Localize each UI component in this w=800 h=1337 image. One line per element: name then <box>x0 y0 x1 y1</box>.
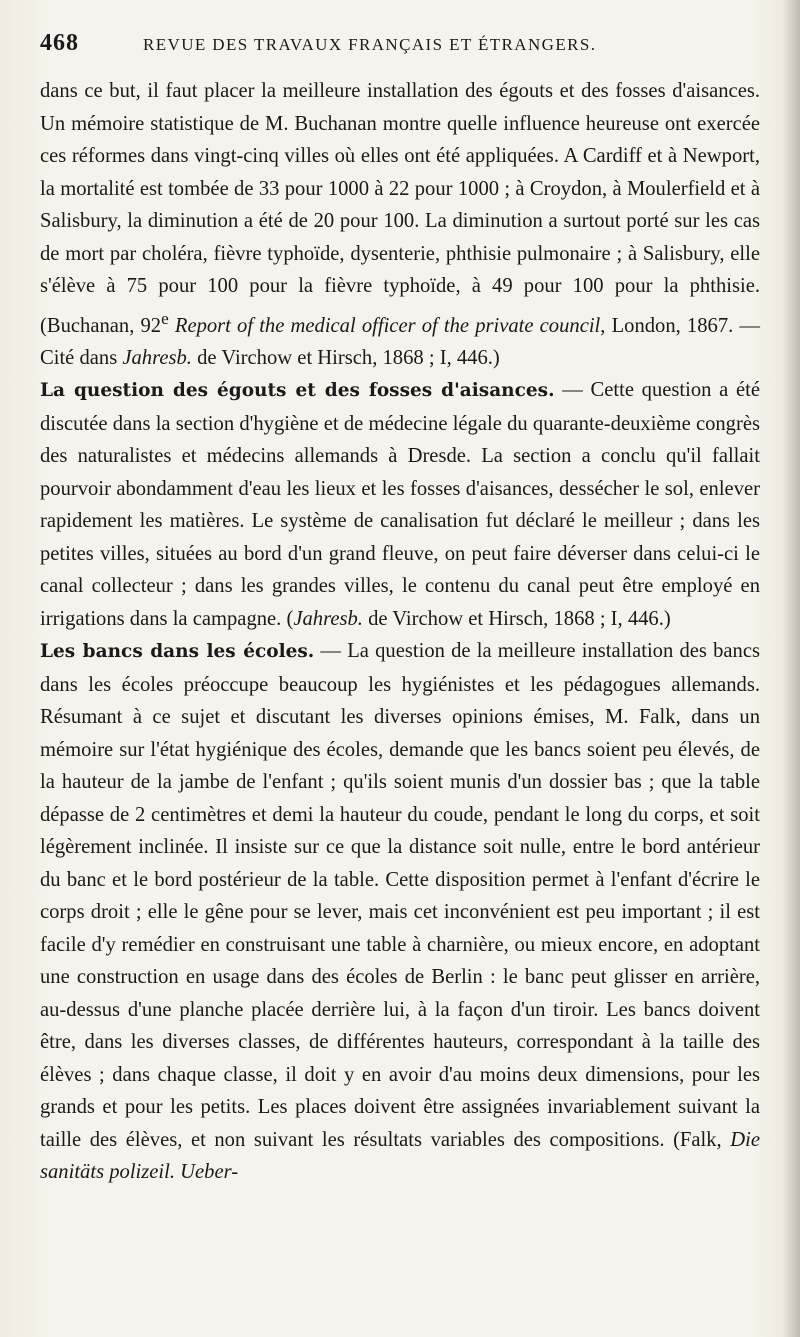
reference-title: Report of the medical officer of the private council <box>168 314 601 337</box>
page-number: 468 <box>40 30 79 56</box>
page-spine-shadow <box>782 0 800 1337</box>
paragraph-buchanan <box>40 75 760 374</box>
superscript: e <box>161 308 169 328</box>
paragraph-text: dans ce but, il faut placer la meilleure installation des égouts et des fosses d'aisances. Un mémoire statistique de M. Buchanan montre quelle influence heureuse ont exercée ces réformes dans vingt-cinq villes où elles ont été appliquées. A Cardiff et à Newport, la mortalité est tombée de 33 pour 1000 à 22 pour 1000 ; à Croydon, à Moulerfield et à Salisbury, la diminution a été de 20 pour 100. La diminution a surtout porté sur les cas de mort par choléra, fièvre typhoïde, dysenterie, phthisie pulmonaire ; à Salisbury, elle s'élève à 75 pour 100 pour la fièvre typhoïde, à 49 pour 100 pour la phthisie. (Buchanan, 92 <box>40 80 760 337</box>
paragraph-text: — La question de la meilleure installation des bancs dans les écoles préoccupe beaucoup les hygiénistes et les pédagogues allemands. Résumant à ce sujet et discutant les diverses opinions émises, M. Falk, dans un mémoire sur l'état hygiénique des écoles, demande que les bancs soient peu élevés, de la hauteur de la jambe de l'enfant ; qu'ils soient munis d'un dossier bas ; que la table dépasse de 2 centimètres et demi la hauteur du coude, pendant le long du corps, et soit légèrement inclinée. Il insiste sur ce que la distance soit nulle, entre le bord antérieur du banc et le bord postérieur de la table. Cette disposition permet à l'enfant d'écrire le corps droit ; elle le gêne pour se lever, mais cet inconvénient est peu important ; il est facile d'y remédier en construisant une table à charnière, ou mieux encore, en adoptant une construction en usage dans des écoles de Berlin : le banc peut glisser en arrière, au-dessus d'une planche placée derrière lui, à la façon d'un tiroir. Les bancs doivent être, dans les diverses classes, de différentes hauteurs, correspondant à la taille des élèves ; dans chaque classe, il doit y en avoir d'au moins deux dimensions, pour les grands et pour les petits. Les places doivent être assignées invariablement suivant la taille des élèves, et non suivant les résultats variables des compositions. (Falk, <box>40 640 760 1151</box>
paragraph-text: de Virchow et Hirsch, 1868 ; I, 446.) <box>362 607 671 630</box>
section-title: La question des égouts et des fosses d'aisances. <box>40 380 555 402</box>
paragraph-text: , London, 1867. — Cité dans <box>40 314 760 369</box>
reference-title: Jahresb. <box>293 607 363 630</box>
running-title: REVUE DES TRAVAUX FRANÇAIS ET ÉTRANGERS. <box>143 35 597 54</box>
paragraph-text: — Cette question a été discutée dans la section d'hygiène et de médecine légale du quarante-deuxième congrès des naturalistes et médecins allemands à Dresde. La section a conclu qu'il fallait pourvoir abondamment d'eau les lieux et les fosses d'aisances, dessécher le sol, enlever rapidement les matières. Le système de canalisation fut déclaré le meilleur ; dans les petites villes, situées au bord d'un grand fleuve, on peut faire déverser dans celui-ci le canal collecteur ; dans les grandes villes, le contenu du canal peut être employé en irrigations dans la campagne. ( <box>40 379 760 630</box>
page-body <box>40 75 760 1189</box>
reference-title: Jahresb. <box>122 346 192 369</box>
paragraph-egouts <box>40 374 760 635</box>
paragraph-text: de Virchow et Hirsch, 1868 ; I, 446.) <box>191 346 500 369</box>
reference-title: Die sanitäts polizeil. Ueber- <box>40 1128 760 1184</box>
paragraph-bancs <box>40 635 760 1189</box>
page-header <box>40 30 760 64</box>
section-title: Les bancs dans les écoles. <box>40 641 315 663</box>
